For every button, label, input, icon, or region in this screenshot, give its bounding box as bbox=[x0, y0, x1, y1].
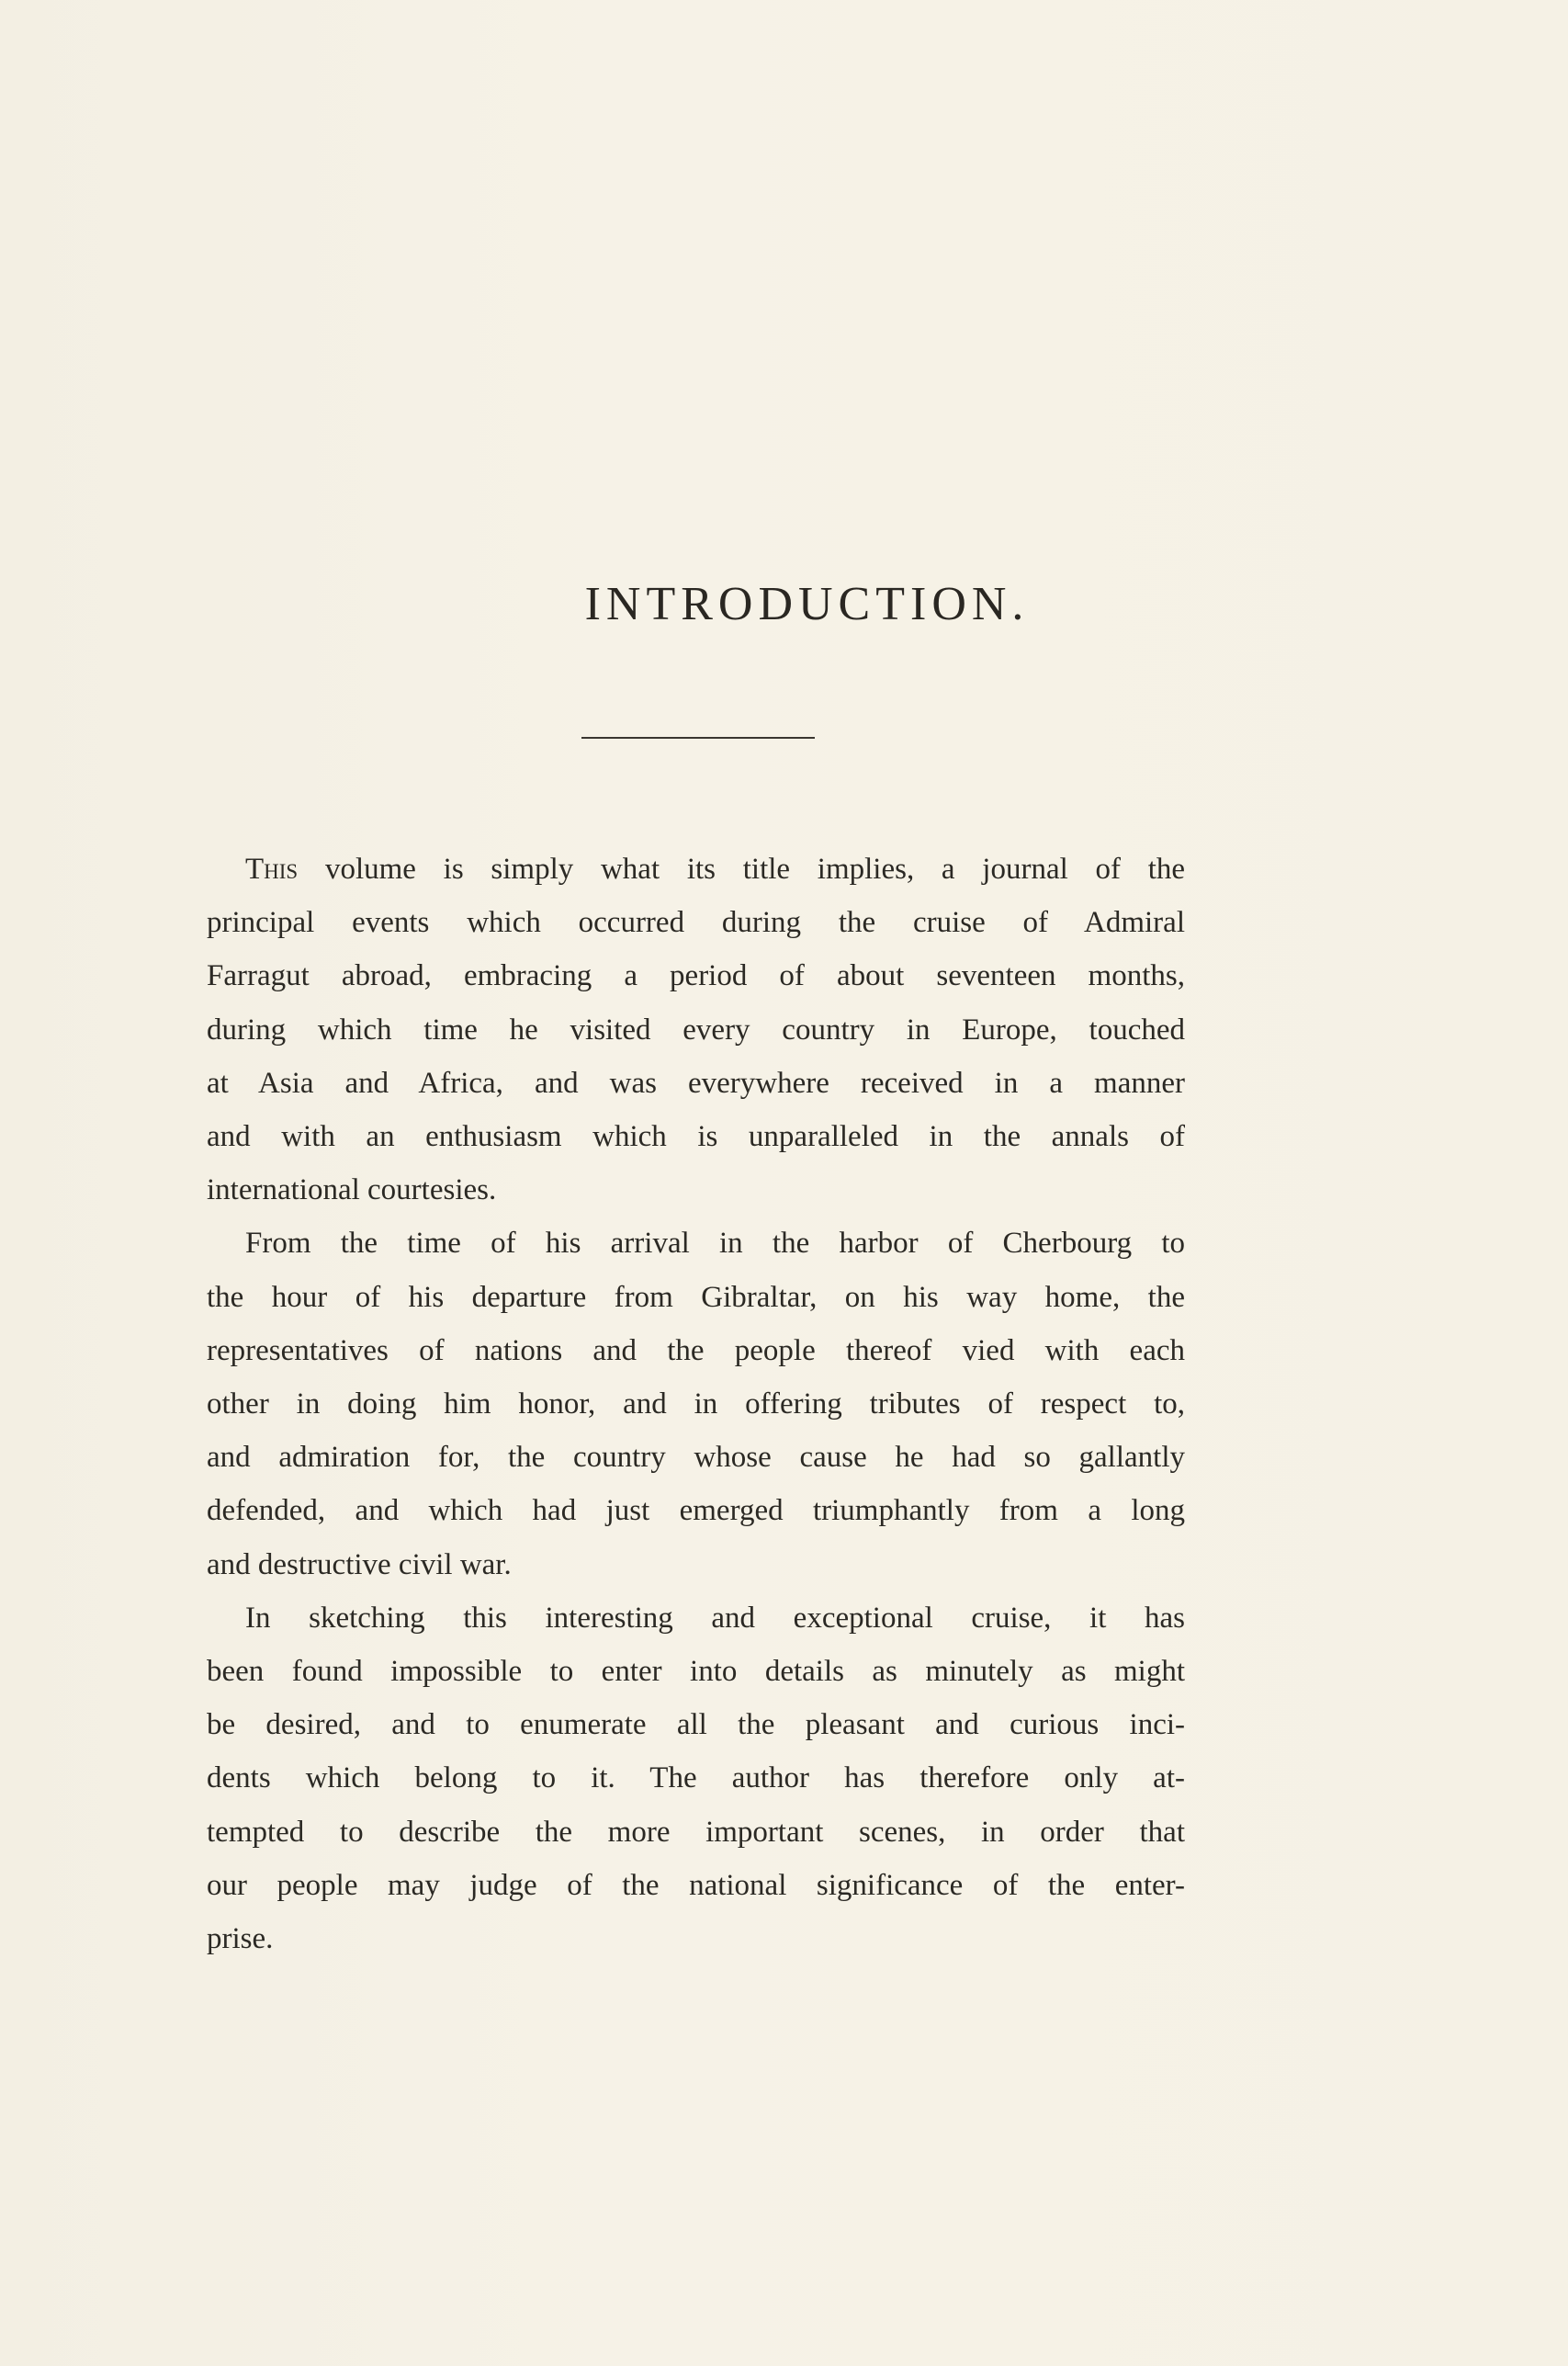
text-line: and admiration for, the country whose cause he had so gallantly bbox=[207, 1441, 1185, 1475]
text-line: and destructive civil war. bbox=[207, 1547, 512, 1581]
text-line: be desired, and to enumerate all the pleasant and curious inci- bbox=[207, 1708, 1185, 1742]
paragraph-2 bbox=[207, 1217, 1185, 1591]
text-line: international courtesies. bbox=[207, 1173, 497, 1207]
text-line: our people may judge of the national significance of the enter- bbox=[207, 1868, 1185, 1902]
lead-word-small-caps: This bbox=[245, 853, 299, 886]
paragraph-1 bbox=[207, 843, 1185, 1217]
text-line: dents which belong to it. The author has therefore only at- bbox=[207, 1761, 1185, 1795]
text-line: In sketching this interesting and exceptional cruise, it has bbox=[245, 1601, 1185, 1635]
text-line: tempted to describe the more important scenes, in order that bbox=[207, 1815, 1185, 1849]
text-line: defended, and which had just emerged triumphantly from a long bbox=[207, 1494, 1185, 1528]
text-line: at Asia and Africa, and was everywhere received in a manner bbox=[207, 1066, 1185, 1100]
text-line: prise. bbox=[207, 1922, 274, 1956]
page-title: INTRODUCTION. bbox=[584, 578, 1030, 630]
text-line: the hour of his departure from Gibraltar, on his way home, the bbox=[207, 1280, 1185, 1314]
title-divider-rule bbox=[581, 737, 815, 739]
introduction-body bbox=[207, 843, 1185, 1965]
text-line: This volume is simply what its title implies, a journal of the bbox=[245, 853, 1186, 886]
text-line: other in doing him honor, and in offering tributes of respect to, bbox=[207, 1387, 1185, 1421]
text-line: been found impossible to enter into details as minutely as might bbox=[207, 1655, 1185, 1689]
paragraph-3 bbox=[207, 1591, 1185, 1965]
text-line: during which time he visited every country in Europe, touched bbox=[207, 1013, 1185, 1047]
text-line: From the time of his arrival in the harbor of Cherbourg to bbox=[245, 1227, 1185, 1261]
text-line: representatives of nations and the people thereof vied with each bbox=[207, 1333, 1185, 1367]
text-line: and with an enthusiasm which is unparalleled in the annals of bbox=[207, 1120, 1185, 1154]
text-line: Farragut abroad, embracing a period of about seventeen months, bbox=[207, 959, 1185, 993]
text-line: principal events which occurred during the cruise of Admiral bbox=[207, 906, 1185, 940]
